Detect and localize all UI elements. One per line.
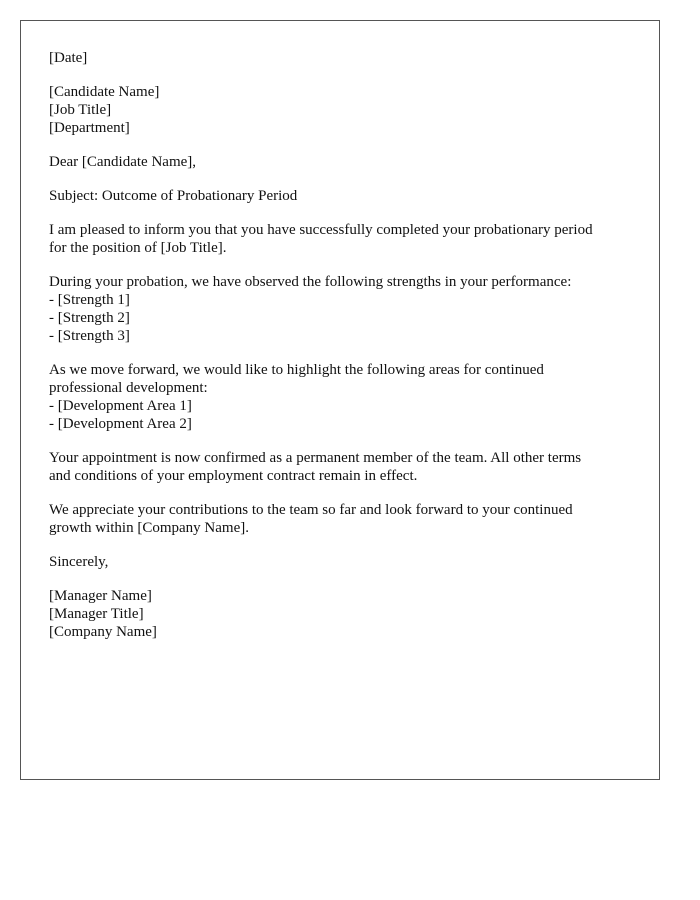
appreciation-line: We appreciate your contributions to the team so far and look forward to your continued <box>49 502 573 518</box>
recipient-job-title: [Job Title] <box>49 102 112 118</box>
recipient-name: [Candidate Name] <box>49 84 160 100</box>
salutation: Dear [Candidate Name], <box>49 154 197 170</box>
strength-item: - [Strength 1] <box>49 292 130 308</box>
date: [Date] <box>49 50 88 66</box>
salutation-block <box>49 153 639 171</box>
appreciation-paragraph <box>49 501 639 537</box>
development-heading: As we move forward, we would like to highlight the following areas for continued <box>49 362 544 378</box>
recipient-department: [Department] <box>49 120 130 136</box>
closing: Sincerely, <box>49 554 109 570</box>
strength-item: - [Strength 3] <box>49 328 130 344</box>
intro-paragraph <box>49 221 639 257</box>
development-heading: professional development: <box>49 380 208 396</box>
signature-block <box>49 587 639 641</box>
strengths-section <box>49 273 639 345</box>
intro-line: I am pleased to inform you that you have successfully completed your probationary period <box>49 222 593 238</box>
subject-block <box>49 187 639 205</box>
appointment-paragraph <box>49 449 639 485</box>
date-block <box>49 49 639 67</box>
closing-block <box>49 553 639 571</box>
development-item: - [Development Area 2] <box>49 416 192 432</box>
subject-line: Subject: Outcome of Probationary Period <box>49 188 298 204</box>
appreciation-line: growth within [Company Name]. <box>49 520 249 536</box>
strength-item: - [Strength 2] <box>49 310 130 326</box>
appointment-line: Your appointment is now confirmed as a permanent member of the team. All other terms <box>49 450 582 466</box>
manager-name: [Manager Name] <box>49 588 152 604</box>
letter-page <box>20 20 660 780</box>
company-name: [Company Name] <box>49 624 157 640</box>
manager-title: [Manager Title] <box>49 606 144 622</box>
intro-line: for the position of [Job Title]. <box>49 240 227 256</box>
letter-body <box>49 49 639 657</box>
appointment-line: and conditions of your employment contract remain in effect. <box>49 468 418 484</box>
recipient-address <box>49 83 639 137</box>
strengths-heading: During your probation, we have observed the following strengths in your performance: <box>49 274 572 290</box>
development-section <box>49 361 639 433</box>
development-item: - [Development Area 1] <box>49 398 192 414</box>
